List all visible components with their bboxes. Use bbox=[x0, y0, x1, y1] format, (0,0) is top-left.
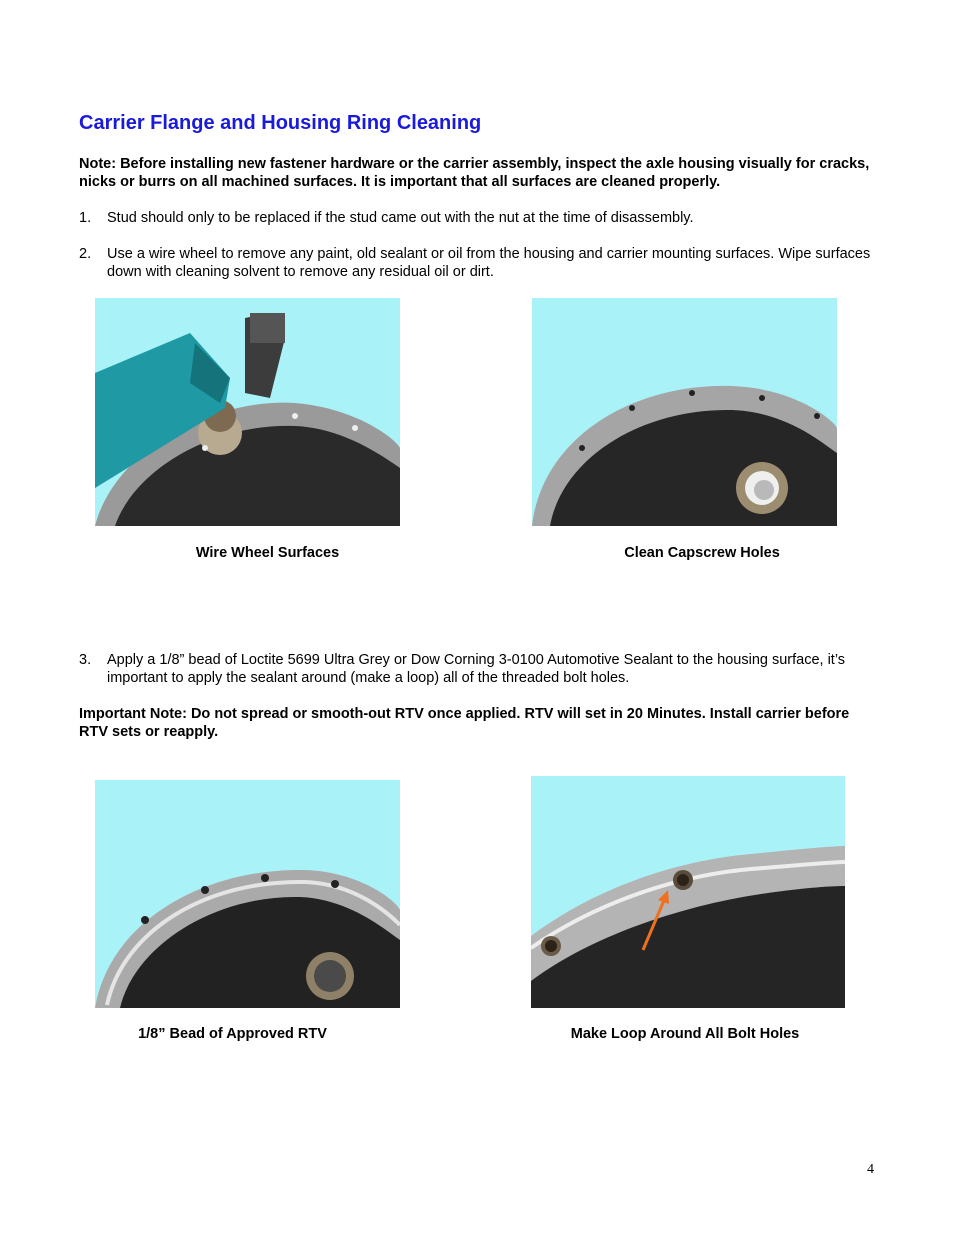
step-number: 3. bbox=[79, 652, 92, 668]
caption-capscrew-holes: Clean Capscrew Holes bbox=[624, 545, 780, 561]
step-3 bbox=[79, 651, 879, 687]
photo-capscrew-holes bbox=[532, 298, 837, 526]
step-text: Use a wire wheel to remove any paint, old sealant or oil from the housing and carrier mounting surfaces. Wipe surfaces down with cleaning solvent to remove any residual oil or dirt. bbox=[107, 246, 871, 280]
caption-bolt-hole-loop: Make Loop Around All Bolt Holes bbox=[570, 1026, 800, 1042]
step-text: Apply a 1/8” bead of Loctite 5699 Ultra Grey or Dow Corning 3-0100 Automotive Sealant to the housing surface, it’s important to apply the sealant around (make a loop) all of the threaded bolt holes. bbox=[107, 652, 846, 686]
step-text: Stud should only to be replaced if the stud came out with the nut at the time of disassembly. bbox=[107, 210, 694, 226]
photo-wire-wheel bbox=[95, 298, 400, 526]
caption-wire-wheel: Wire Wheel Surfaces bbox=[195, 545, 340, 561]
step-number: 2. bbox=[79, 246, 92, 262]
important-note: Important Note: Do not spread or smooth-out RTV once applied. RTV will set in 20 Minutes. Install carrier before RTV sets or reapply. bbox=[79, 706, 850, 740]
caption-rtv-bead: 1/8” Bead of Approved RTV bbox=[138, 1026, 327, 1042]
photo-rtv-bead bbox=[95, 780, 400, 1008]
photo-bolt-hole-loop bbox=[531, 776, 845, 1008]
step-1 bbox=[79, 209, 879, 227]
page-title: Carrier Flange and Housing Ring Cleaning bbox=[79, 112, 482, 134]
note-paragraph: Note: Before installing new fastener hardware or the carrier assembly, inspect the axle housing visually for cracks, nicks or burrs on all machined surfaces. It is important that all surfaces are cleaned properly. bbox=[79, 156, 870, 190]
page-number: 4 bbox=[867, 1162, 874, 1177]
step-number: 1. bbox=[79, 210, 92, 226]
step-2 bbox=[79, 245, 879, 281]
